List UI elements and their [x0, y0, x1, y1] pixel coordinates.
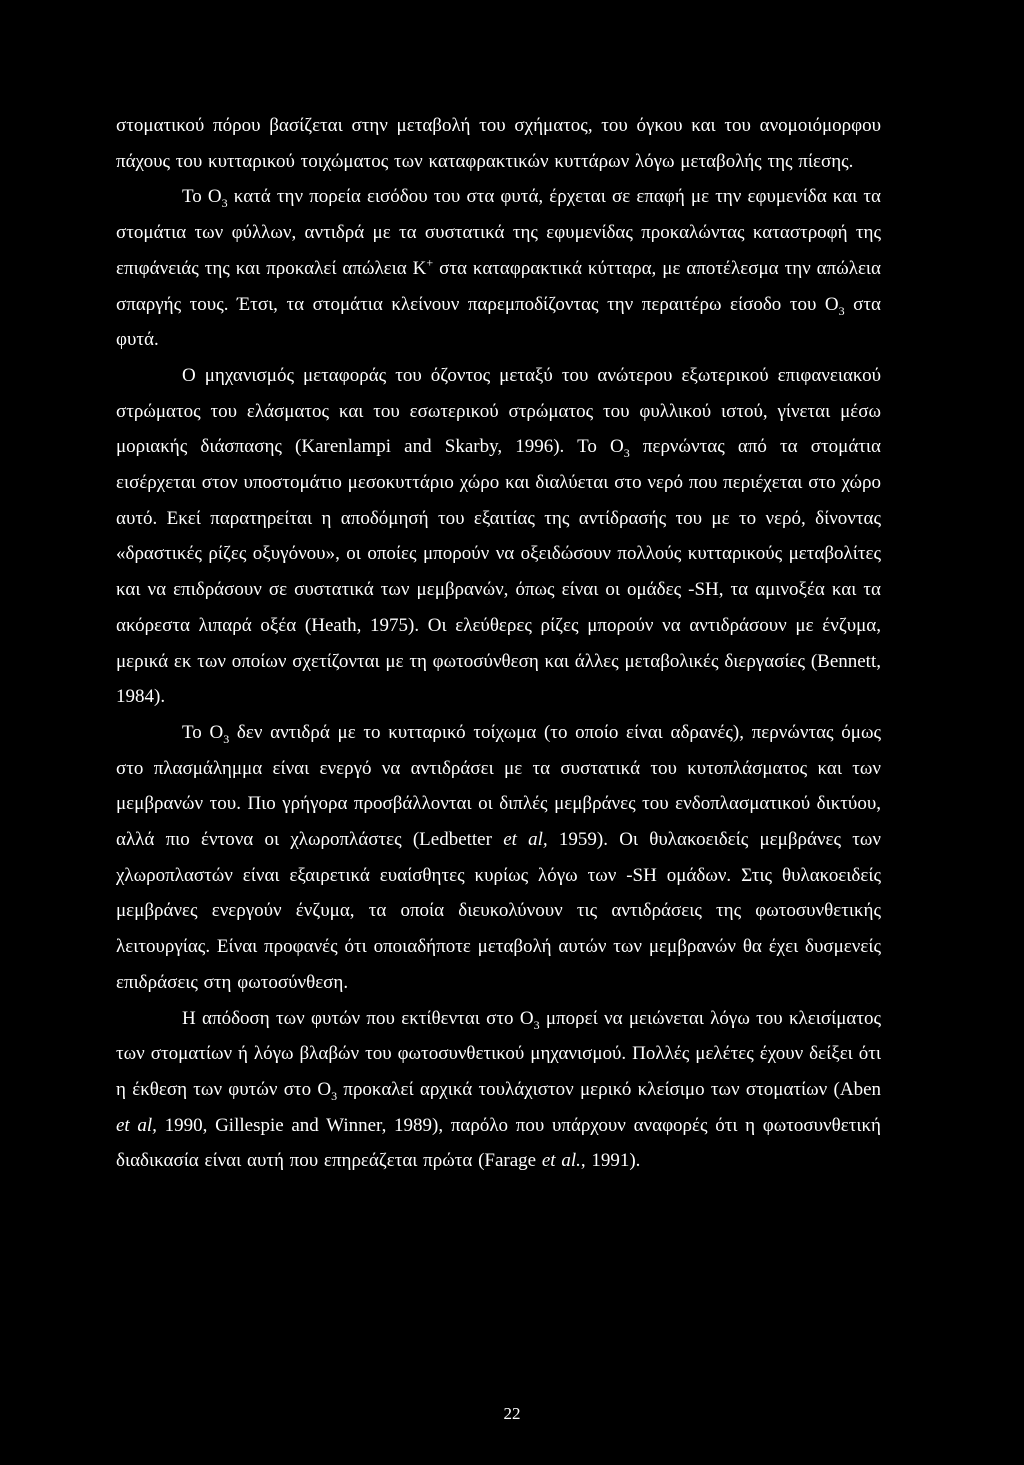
- text-run: κατά την πορεία εισόδου του στα φυτά, έρχεται σε επαφή με την εφυμενίδα και τα στομάτια των φύλλων, αντιδρά με τα συστατικά της εφυμενίδας προκαλώντας καταστροφή της επιφάνειάς της και προκαλεί απώλεια K: [116, 186, 881, 279]
- subscript: 3: [838, 303, 845, 318]
- subscript: 3: [223, 731, 230, 746]
- text-run: στα φυτά.: [116, 293, 881, 351]
- paragraph-2: [116, 179, 881, 358]
- italic-text: et al.: [541, 1150, 581, 1172]
- text-run: στα καταφρακτικά κύτταρα, με αποτέλεσμα την απώλεια σπαργής τους. Έτσι, τα στομάτια κλείνουν παρεμποδίζοντας την περαιτέρω είσοδο του O: [116, 257, 881, 315]
- text-run: περνώντας από τα στομάτια εισέρχεται στον υποστομάτιο μεσοκυττάριο χώρο και διαλύεται στο νερό που περιέχεται στο χώρο αυτό. Εκεί παρατηρείται η αποδόμησή του εξαιτίας της αντίδρασής του με το νερό, δίνοντας «δραστικές ρίζες οξυγόνου», οι οποίες μπορούν να οξειδώσουν πολλούς κυτταρικούς μεταβολίτες και να επιδράσουν σε συστατικά των μεμβρανών, όπως είναι οι ομάδες -SH, τα αμινοξέα και τα ακόρεστα λιπαρά οξέα (Heath, 1975). Οι ελεύθερες ρίζες μπορούν να αντιδράσουν με ένζυμα, μερικά εκ των οποίων σχετίζονται με τη φωτοσύνθεση και άλλες μεταβολικές διεργασίες (Bennett, 1984).: [116, 436, 881, 708]
- superscript: +: [426, 255, 434, 270]
- text-run: Το O: [182, 186, 222, 208]
- text-run: μπορεί να μειώνεται λόγω του κλεισίματος των στοματίων ή λόγω βλαβών του φωτοσυνθετικού μηχανισμού. Πολλές μελέτες έχουν δείξει ότι η έκθεση των φυτών στο O: [116, 1007, 881, 1100]
- text-run: Το O: [182, 721, 224, 743]
- text-run: Η απόδοση των φυτών που εκτίθενται στο O: [182, 1007, 534, 1029]
- page-number: 22: [503, 1404, 521, 1423]
- italic-text: et al,: [503, 829, 548, 851]
- subscript: 3: [331, 1088, 338, 1103]
- text-run: 1990, Gillespie and Winner, 1989), παρόλο που υπάρχουν αναφορές ότι η φωτοσυνθετική διαδικασία είναι αυτή που επηρεάζεται πρώτα (Farage: [116, 1114, 881, 1172]
- text-run: 1959). Οι θυλακοειδείς μεμβράνες των χλωροπλαστών είναι εξαιρετικά ευαίσθητες κυρίως λόγω των -SH ομάδων. Στις θυλακοειδείς μεμβράνες ενεργούν ένζυμα, τα οποία διευκολύνουν τις αντιδράσεις της φωτοσυνθετικής λειτουργίας. Είναι προφανές ότι οποιαδήποτε μεταβολή αυτών των μεμβρανών θα έχει δυσμενείς επιδράσεις στη φωτοσύνθεση.: [116, 829, 882, 993]
- paragraph-1: [116, 108, 881, 179]
- text-run: Ο μηχανισμός μεταφοράς του όζοντος μεταξύ του ανώτερου εξωτερικού επιφανειακού στρώματος του ελάσματος και του εσωτερικού στρώματος του φυλλικού ιστού, γίνεται μέσω μοριακής διάσπασης (Karenlampi and Skarby, 1996). Το O: [116, 364, 881, 458]
- italic-text: et al,: [116, 1114, 157, 1136]
- text-run: , 1991).: [580, 1150, 641, 1172]
- paragraph-5: [116, 1001, 881, 1180]
- text-run: στοματικού πόρου βασίζεται στην μεταβολή του σχήματος, του όγκου και του ανομοιόμορφου πάχους του κυτταρικού τοιχώματος των καταφρακτικών κυττάρων λόγω μεταβολής της πίεσης.: [116, 115, 881, 172]
- paragraph-4: [116, 715, 881, 1001]
- subscript: 3: [623, 446, 630, 461]
- document-page: [116, 108, 881, 1179]
- subscript: 3: [221, 196, 228, 211]
- subscript: 3: [533, 1017, 540, 1032]
- text-run: προκαλεί αρχικά τουλάχιστον μερικό κλείσιμο των στοματίων (Aben: [337, 1078, 882, 1100]
- paragraph-3: [116, 358, 881, 715]
- text-run: δεν αντιδρά με το κυτταρικό τοίχωμα (το οποίο είναι αδρανές), περνώντας όμως στο πλασμάλημμα είναι ενεργό να αντιδράσει με τα συστατικά του κυτοπλάσματος και των μεμβρανών του. Πιο γρήγορα προσβάλλονται οι διπλές μεμβράνες του ενδοπλασματικού δικτύου, αλλά πιο έντονα οι χλωροπλάστες (Ledbetter: [116, 721, 881, 851]
